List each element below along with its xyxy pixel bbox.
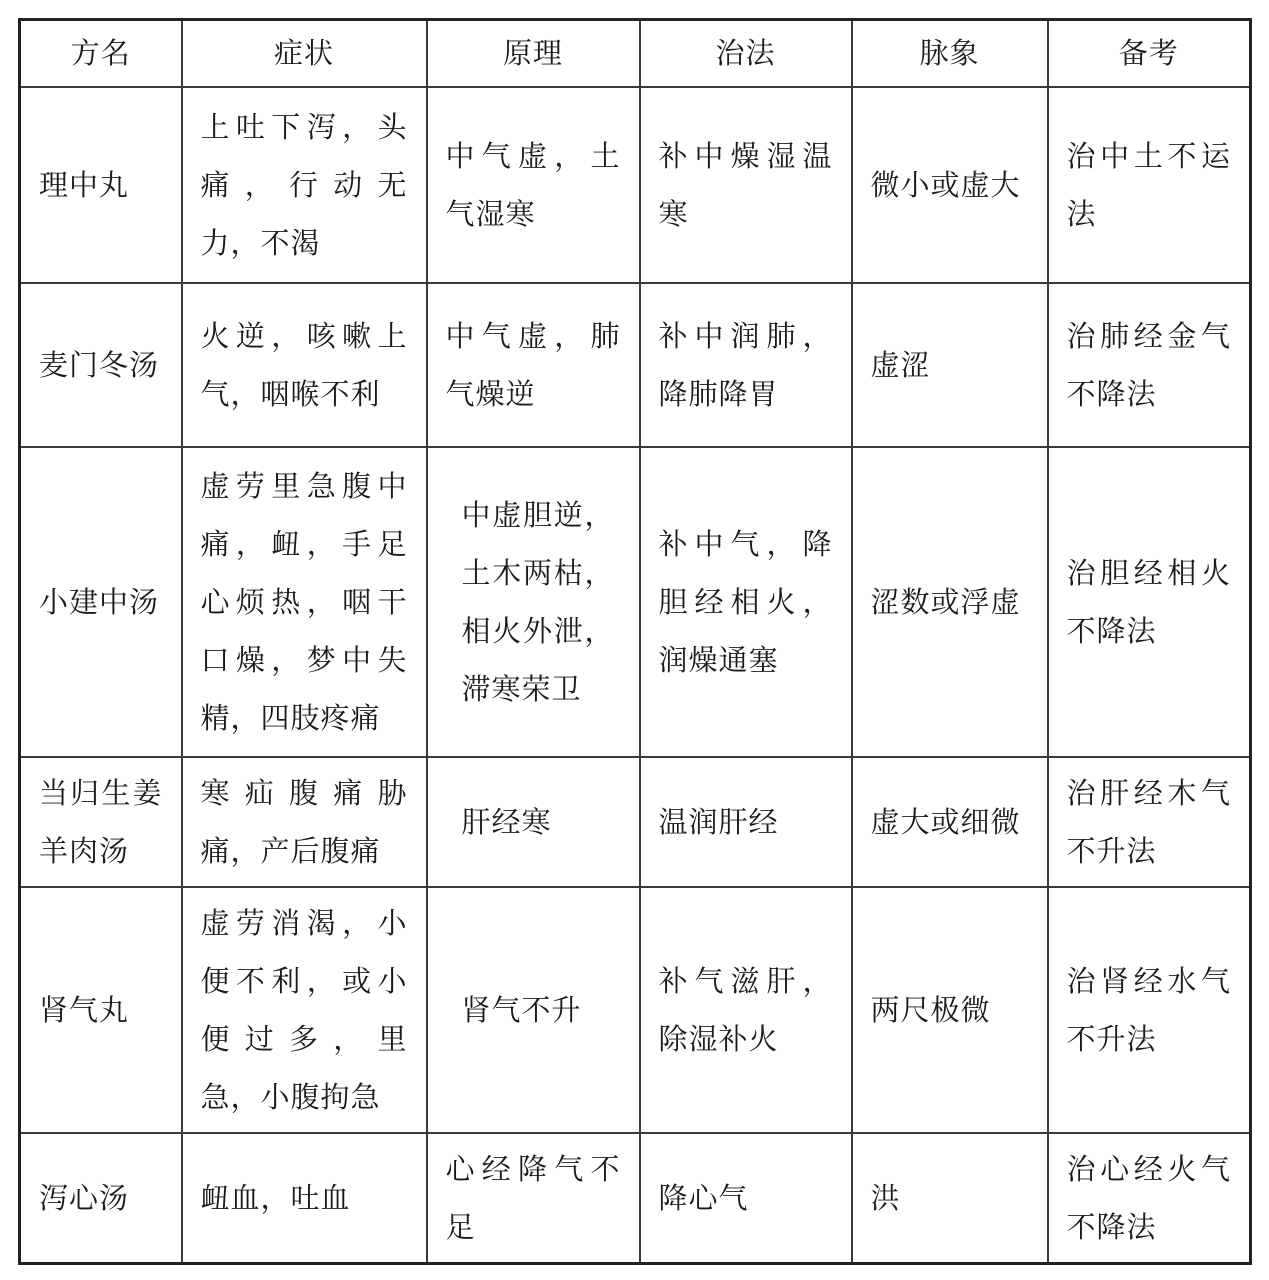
table-row: [20, 757, 1251, 887]
cell-note: 治中土不运法: [1048, 87, 1251, 283]
cell-principle: 肾气不升: [427, 887, 640, 1133]
formula-table: [18, 18, 1252, 1265]
cell-pulse: 微小或虚大: [852, 87, 1048, 283]
cell-symptom: 虚劳消渴，小便不利，或小便过多，里急，小腹拘急: [182, 887, 427, 1133]
header-name: 方名: [20, 20, 182, 87]
cell-name: 麦门冬汤: [20, 283, 182, 447]
cell-pulse: 两尺极微: [852, 887, 1048, 1133]
cell-symptom: 寒疝腹痛胁痛，产后腹痛: [182, 757, 427, 887]
cell-symptom: 虚劳里急腹中痛，衄，手足心烦热，咽干口燥，梦中失精，四肢疼痛: [182, 447, 427, 757]
table-row: [20, 87, 1251, 283]
cell-principle: 中气虚，土气湿寒: [427, 87, 640, 283]
cell-principle: 心经降气不足: [427, 1133, 640, 1264]
cell-symptom: 火逆，咳嗽上气，咽喉不利: [182, 283, 427, 447]
table-row: [20, 447, 1251, 757]
cell-symptom: 衄血，吐血: [182, 1133, 427, 1264]
header-symptom: 症状: [182, 20, 427, 87]
cell-pulse: 虚大或细微: [852, 757, 1048, 887]
cell-note: 治胆经相火不降法: [1048, 447, 1251, 757]
cell-principle: 中虚胆逆，土木两枯，相火外泄，滞寒荣卫: [427, 447, 640, 757]
cell-note: 治肺经金气不降法: [1048, 283, 1251, 447]
header-principle: 原理: [427, 20, 640, 87]
table-row: [20, 283, 1251, 447]
cell-name: 肾气丸: [20, 887, 182, 1133]
cell-treatment: 补中气，降胆经相火，润燥通塞: [640, 447, 852, 757]
header-row: [20, 20, 1251, 87]
header-note: 备考: [1048, 20, 1251, 87]
header-pulse: 脉象: [852, 20, 1048, 87]
cell-name: 泻心汤: [20, 1133, 182, 1264]
cell-note: 治肝经木气不升法: [1048, 757, 1251, 887]
cell-pulse: 虚涩: [852, 283, 1048, 447]
cell-treatment: 补中润肺，降肺降胃: [640, 283, 852, 447]
cell-symptom: 上吐下泻，头痛，行动无力，不渴: [182, 87, 427, 283]
cell-name: 当归生姜羊肉汤: [20, 757, 182, 887]
cell-treatment: 降心气: [640, 1133, 852, 1264]
header-treatment: 治法: [640, 20, 852, 87]
cell-note: 治心经火气不降法: [1048, 1133, 1251, 1264]
cell-treatment: 补气滋肝，除湿补火: [640, 887, 852, 1133]
cell-treatment: 补中燥湿温寒: [640, 87, 852, 283]
cell-pulse: 洪: [852, 1133, 1048, 1264]
cell-principle: 中气虚，肺气燥逆: [427, 283, 640, 447]
cell-name: 理中丸: [20, 87, 182, 283]
cell-name: 小建中汤: [20, 447, 182, 757]
cell-treatment: 温润肝经: [640, 757, 852, 887]
table-row: [20, 1133, 1251, 1264]
cell-note: 治肾经水气不升法: [1048, 887, 1251, 1133]
cell-principle: 肝经寒: [427, 757, 640, 887]
table-row: [20, 887, 1251, 1133]
cell-pulse: 涩数或浮虚: [852, 447, 1048, 757]
